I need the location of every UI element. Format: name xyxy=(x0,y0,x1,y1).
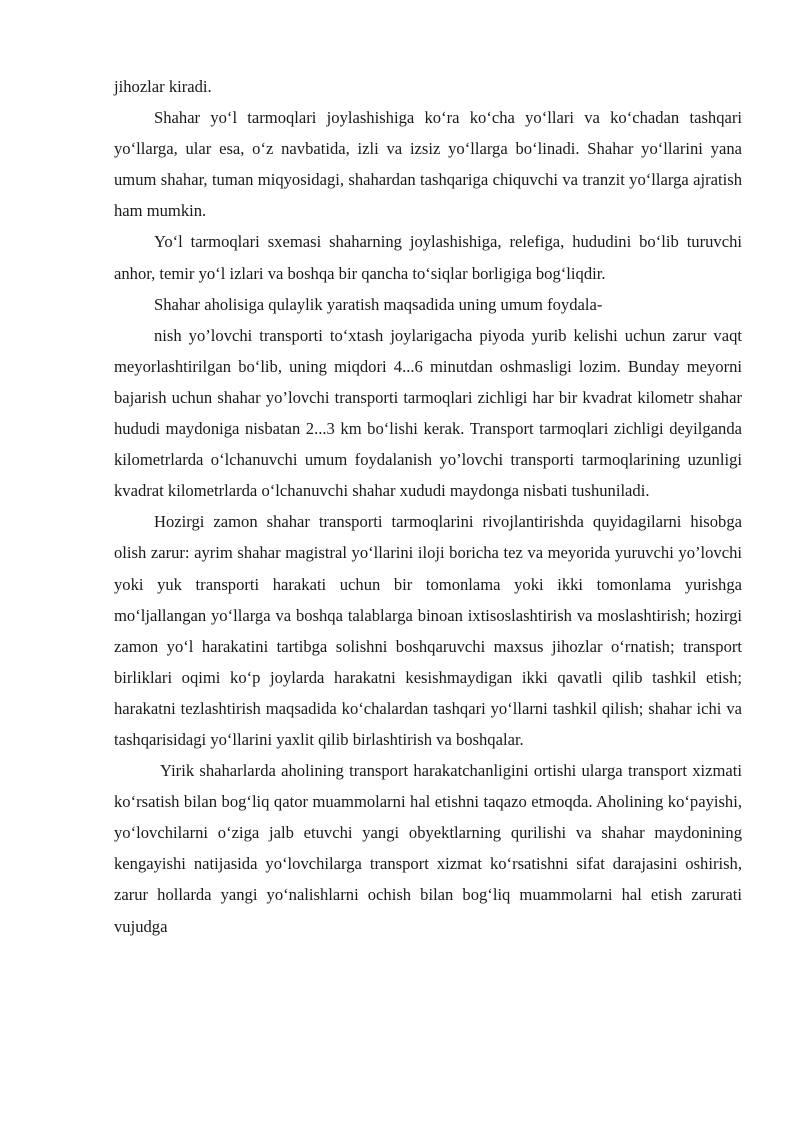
paragraph-development-requirements: Hozirgi zamon shahar transporti tarmoqlarini rivojlantirishda quyidagilarni hisobga olish zarur: ayrim shahar magistral yo‘llarini iloji boricha tez va meyorida yuruvchi yo’lovchi yoki yuk transporti harakati uchun bir tomonlama yoki ikki tomonlama yurishga mo‘ljallangan yo‘llarga va boshqa talablarga binoan ixtisoslashtirish va moslashtirish; hozirgi zamon yo‘l harakatini tartibga solishni boshqaruvchi maxsus jihozlar o‘rnatish; transport birliklari oqimi ko‘p joylarda harakatni kesishmaydigan ikki qavatli qilib tashkil etish; harakatni tezlashtirish maqsadida ko‘chalardan tashqari yo‘llarni tashkil qilish; shahar ichi va tashqarisidagi yo‘llarini yaxlit qilib birlashtirish va boshqalar. xyxy=(114,512,742,749)
paragraph-large-cities: Yirik shaharlarda aholining transport harakatchanligini ortishi ularga transport xizmati ko‘rsatish bilan bog‘liq qator muammolarni hal etishni taqazo etmoqda. Aholining ko‘payishi, yo‘lovchilarni o‘ziga jalb etuvchi yangi obyektlarning qurilishi va shahar maydonining kengayishi natijasida yo‘lovchilarga transport xizmat ko‘rsatishni sifat darajasini oshirish, zarur hollarda yangi yo‘nalishlarni ochish bilan bog‘liq muammolarni hal etish zarurati vujudga xyxy=(114,761,742,936)
document-body xyxy=(114,71,742,942)
paragraph-road-scheme: Yo‘l tarmoqlari sxemasi shaharning joylashishiga, relefiga, hududini bo‘lib turuvchi anhor, temir yo‘l izlari va boshqa bir qancha to‘siqlar borligiga bog‘liqdir. xyxy=(114,232,742,283)
paragraph-convenience-intro: Shahar aholisiga qulaylik yaratish maqsadida uning umum foydala- xyxy=(154,294,603,314)
paragraph-road-network-types: Shahar yo‘l tarmoqlari joylashishiga ko‘ra ko‘cha yo‘llari va ko‘chadan tashqari yo‘llarga, ular esa, o‘z navbatida, izli va izsiz yo‘llarga bo‘linadi. Shahar yo‘llarini yana umum shahar, tuman miqyosidagi, shahardan tashqariga chiquvchi va tranzit yo‘llarga ajratish ham mumkin. xyxy=(114,108,742,221)
paragraph-continuation: jihozlar kiradi. xyxy=(114,77,212,96)
paragraph-walking-norm: nish yo’lovchi transporti to‘xtash joylarigacha piyoda yurib kelishi uchun zarur vaqt meyorlashtirilgan bo‘lib, uning miqdori 4...6 minutdan oshmasligi lozim. Bunday meyorni bajarish uchun shahar yo’lovchi transporti tarmoqlari zichligi har bir kvadrat kilometr shahar hududi maydoniga nisbatan 2...3 km bo‘lishi kerak. Transport tarmoqlari zichligi deyilganda kilometrlarda o‘lchanuvchi umum foydalanish yo’lovchi transporti tarmoqlarining uzunligi kvadrat kilometrlarda o‘lchanuvchi shahar xududi maydonga nisbati tushuniladi. xyxy=(114,325,742,501)
